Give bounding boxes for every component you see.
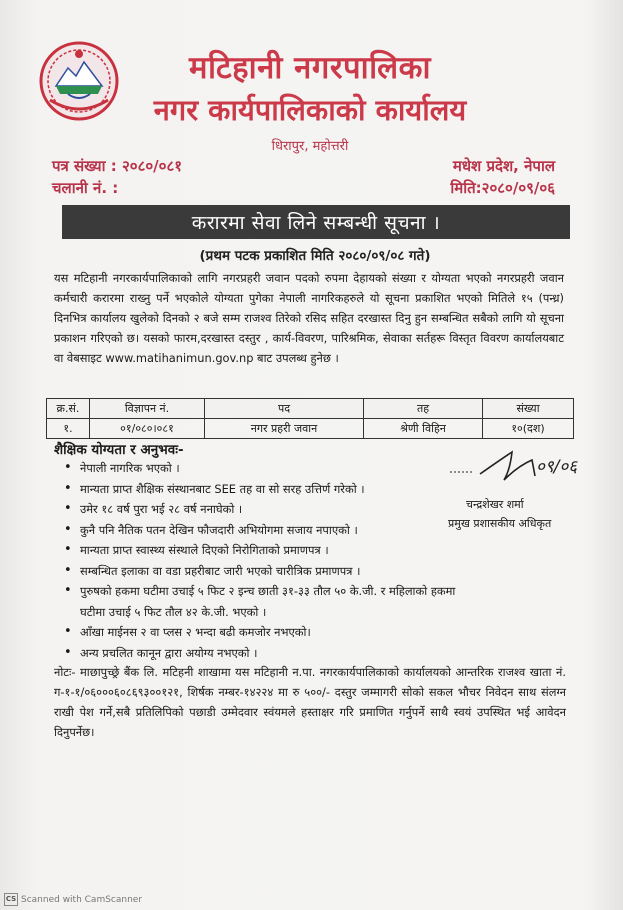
nepal-emblem-icon: [38, 40, 120, 122]
camscanner-logo-icon: CS: [4, 893, 18, 906]
table-cell: १०(दश): [483, 419, 574, 439]
qualifications-heading: शैक्षिक योग्यता र अनुभवः-: [54, 442, 184, 458]
date-label: मिति:: [450, 179, 482, 197]
table-header-cell: तह: [364, 399, 483, 419]
list-item: • मान्यता प्राप्त शैक्षिक संस्थानबाट SEE तह वा सो सरह उत्तिर्ण गरेको ।: [58, 479, 458, 500]
table-header-row: [47, 399, 574, 419]
date-value: २०८०/०९/०६: [481, 179, 555, 197]
qualifications-list: [58, 458, 458, 663]
list-item: • उमेर १८ वर्ष पुरा भई २८ वर्ष ननाघेको ।: [58, 499, 458, 520]
notice-subtitle: (प्रथम पटक प्रकाशित मिति २०८०/०९/०८ गते): [199, 248, 431, 264]
handwritten-signature: [440, 440, 590, 500]
list-item: • नेपाली नागरिक भएको ।: [58, 458, 458, 479]
table-header-cell: क्र.सं.: [47, 399, 90, 419]
letter-number-value: २०८०/०८१: [121, 157, 183, 175]
table-cell: श्रेणी विहिन: [364, 419, 483, 439]
notice-body: यस मटिहानी नगरकार्यपालिकाको लागि नगरप्रहरी जवान पदको रुपमा देहायको संख्या र योग्यता भएको नगरप्रहरी जवान कर्मचारी करारमा राख्नु पर्ने भएकोले योग्यता पुगेका नेपाली नागरिकहरुले यो सूचना प्रकाशित भएको मितिले १५ (पन्ध्र) दिनभित्र कार्यालय खुलेको दिनको २ बजे सम्म राजश्व तिरेको रसिद सहित दरखास्त दिनु हुन सम्बन्धित सबैको लागि यो सूचना प्रकाशन गरिएको छ। यसको फारम,दरखास्त दस्तुर , कार्य-विवरण, पारिश्रमिक, सेवाका सर्तहरू विस्तृत विवरण कार्यालयबाट वा वेबसाइट www.matihanimun.gov.np बाट उपलब्ध हुनेछ ।: [54, 271, 564, 365]
table-row: [47, 419, 574, 439]
province: मधेश प्रदेश, नेपाल: [452, 157, 555, 175]
scanner-text: Scanned with CamScanner: [21, 894, 143, 905]
list-item: • पुरुषको हकमा घटीमा उचाई ५ फिट २ इन्च छाती ३१-३३ तौल ५० के.जी. र महिलाको हकमा घटीमा उचाई ५ फिट तौल ४२ के.जी. भएको ।: [58, 581, 480, 622]
letter-number-label: पत्र संख्या :: [52, 157, 117, 175]
vacancy-table: [46, 398, 574, 439]
table-cell: ०१/०८०।०८१: [90, 419, 205, 439]
notice-title: करारमा सेवा लिने सम्बन्धी सूचना ।: [191, 212, 441, 234]
signatory-designation: प्रमुख प्रशासकीय अधिकृत: [448, 517, 552, 530]
office-subtitle: नगर कार्यपालिकाको कार्यालय: [153, 93, 467, 127]
signature-date: ०९/०६: [536, 457, 578, 477]
table-cell: १.: [47, 419, 90, 439]
office-name: मटिहानी नगरपालिका: [188, 50, 432, 86]
scanner-footer: [4, 893, 142, 906]
table-header-cell: संख्या: [483, 399, 574, 419]
letter-number: [52, 156, 182, 176]
list-item: • सम्बन्धित इलाका वा वडा प्रहरीबाट जारी भएको चारीत्रिक प्रमाणपत्र ।: [58, 561, 458, 582]
list-item: • कुनै पनि नैतिक पतन देखिन फौजदारी अभियोगमा सजाय नपाएको ।: [58, 520, 458, 541]
notice-title-banner: [62, 205, 570, 239]
office-address: धिरापुर, महोत्तरी: [271, 139, 349, 154]
issue-date: [450, 178, 555, 198]
list-item: • मान्यता प्राप्त स्वास्थ्य संस्थाले दिएको निरोगिताको प्रमाणपत्र ।: [58, 540, 458, 561]
note-paragraph: नोटः- माछापुच्छ्रे बैंक लि. मटिहनी शाखामा यस मटिहानी न.पा. नगरकार्यपालिकाको कार्यालयको आन्तरिक राजश्व खाता नं. ग-१-१/०६०००६०८६९३००१२१, शिर्षक नम्बर-१४२२४ मा रु ५००/- दस्तुर जम्मागरी सोको सकल भौचर निवेदन साथ संलग्न राखी पेश गर्ने,सबै प्रतिलिपिको पछाडी उम्मेदवार स्वंयमले हस्ताक्षर गरि प्रमाणित गर्नुपर्ने साथै स्वयं उपस्थित भई आवेदन दिनुपर्नेछ।: [54, 665, 566, 739]
list-item: • अन्य प्रचलित कानून द्वारा अयोग्य नभएको ।: [58, 643, 458, 664]
table-header-cell: विज्ञापन नं.: [90, 399, 205, 419]
dispatch-number-label: चलानी नं. :: [52, 179, 119, 197]
table-cell: नगर प्रहरी जवान: [205, 419, 364, 439]
signatory-name: चन्द्रशेखर शर्मा: [466, 498, 524, 511]
list-item: • आँखा माईनस २ वा प्लस २ भन्दा बढी कमजोर नभएको।: [58, 622, 458, 643]
table-header-cell: पद: [205, 399, 364, 419]
